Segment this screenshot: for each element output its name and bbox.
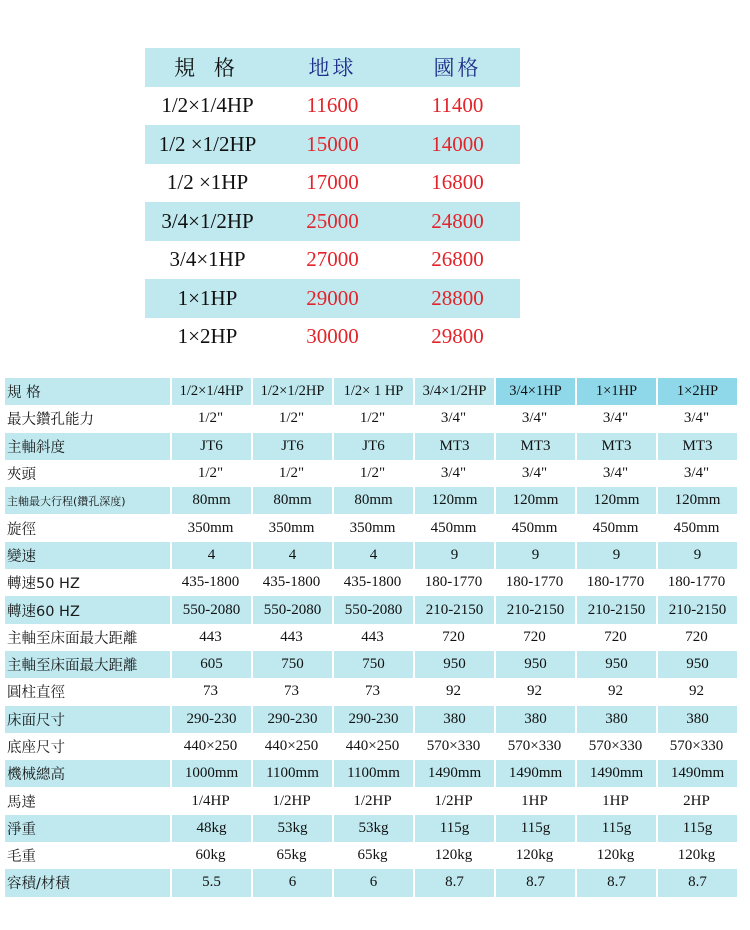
price-table xyxy=(145,48,520,356)
spec-value-cell: 443 xyxy=(280,628,303,645)
spec-row-label: 淨重 xyxy=(5,815,170,842)
spec-row-label: 轉速50 HZ xyxy=(7,576,80,593)
spec-row xyxy=(5,869,737,896)
spec-value-cell: 290-230 xyxy=(332,706,413,733)
price-row xyxy=(145,279,520,318)
price-national-cell: 24800 xyxy=(395,202,520,241)
spec-value-cell: 80mm xyxy=(251,487,332,514)
spec-value-cell: 73 xyxy=(284,683,299,700)
spec-value-cell: 180-1770 xyxy=(505,574,564,591)
spec-value-cell: 92 xyxy=(446,683,461,700)
spec-header-label: 規 格 xyxy=(5,378,170,405)
spec-value-cell: 120kg xyxy=(515,847,554,864)
spec-value-cell: 180-1770 xyxy=(586,574,645,591)
spec-value-cell: 9 xyxy=(575,542,656,569)
spec-row-label: 夾頭 xyxy=(7,467,36,484)
spec-value-cell: 8.7 xyxy=(494,869,575,896)
spec-value-cell: 1490mm xyxy=(575,760,656,787)
spec-value-cell: 92 xyxy=(608,683,623,700)
spec-table xyxy=(5,378,737,897)
spec-value-cell: 53kg xyxy=(332,815,413,842)
spec-row xyxy=(5,733,737,760)
price-header-earth: 地球 xyxy=(270,48,395,87)
spec-value-cell: 48kg xyxy=(170,815,251,842)
price-row xyxy=(145,241,520,280)
spec-row xyxy=(5,433,737,460)
price-row xyxy=(145,125,520,164)
spec-column-header: 1/2× 1 HP xyxy=(332,378,413,405)
price-header-row xyxy=(145,48,520,87)
price-spec-cell: 1/2×1/4HP xyxy=(161,93,254,118)
spec-row-label: 最大鑽孔能力 xyxy=(7,412,94,429)
spec-value-cell: 9 xyxy=(656,542,737,569)
price-spec-cell: 1/2 ×1HP xyxy=(166,170,249,195)
spec-value-cell: 4 xyxy=(170,542,251,569)
spec-row-label: 底座尺寸 xyxy=(7,740,65,756)
spec-value-cell: 450mm xyxy=(511,519,558,536)
spec-value-cell: 120kg xyxy=(434,847,473,864)
spec-value-cell: 115g xyxy=(413,815,494,842)
spec-value-cell: 290-230 xyxy=(170,706,251,733)
spec-value-cell: MT3 xyxy=(413,433,494,460)
price-national-cell: 16800 xyxy=(431,170,484,195)
spec-value-cell: 380 xyxy=(656,706,737,733)
spec-value-cell: 115g xyxy=(656,815,737,842)
spec-value-cell: 210-2150 xyxy=(413,596,494,623)
spec-value-cell: 380 xyxy=(413,706,494,733)
spec-value-cell: 750 xyxy=(251,651,332,678)
spec-row xyxy=(5,569,737,596)
spec-value-cell: 3/4" xyxy=(440,465,467,482)
spec-value-cell: 450mm xyxy=(430,519,477,536)
spec-row-label: 主軸最大行程(鑽孔深度) xyxy=(5,487,170,514)
spec-value-cell: 750 xyxy=(332,651,413,678)
spec-value-cell: 6 xyxy=(332,869,413,896)
spec-value-cell: 3/4" xyxy=(683,465,710,482)
spec-row-label: 主軸斜度 xyxy=(5,433,170,460)
spec-column-header: 1/2×1/4HP xyxy=(170,378,251,405)
spec-row-label: 馬達 xyxy=(7,794,36,811)
spec-column-header: 1×1HP xyxy=(575,378,656,405)
price-national-cell: 26800 xyxy=(431,247,484,272)
spec-value-cell: 3/4" xyxy=(440,410,467,427)
price-earth-cell: 15000 xyxy=(270,125,395,164)
price-earth-cell: 29000 xyxy=(270,279,395,318)
spec-value-cell: 120mm xyxy=(494,487,575,514)
price-earth-cell: 17000 xyxy=(306,170,359,195)
spec-value-cell: JT6 xyxy=(332,433,413,460)
price-row xyxy=(145,87,520,126)
spec-value-cell: MT3 xyxy=(575,433,656,460)
spec-row xyxy=(5,487,737,514)
spec-value-cell: 435-1800 xyxy=(262,574,321,591)
spec-value-cell: 440×250 xyxy=(264,738,319,754)
spec-row xyxy=(5,815,737,842)
spec-value-cell: 550-2080 xyxy=(332,596,413,623)
price-national-cell: 11400 xyxy=(431,93,484,118)
spec-value-cell: 720 xyxy=(685,628,708,645)
price-earth-cell: 11600 xyxy=(306,93,359,118)
spec-row-label: 容積/材積 xyxy=(5,869,170,896)
spec-row-label: 轉速60 HZ xyxy=(5,596,170,623)
spec-value-cell: 443 xyxy=(199,628,222,645)
spec-value-cell: 1/2" xyxy=(278,410,305,427)
spec-value-cell: 1490mm xyxy=(656,760,737,787)
spec-row xyxy=(5,405,737,432)
spec-value-cell: 380 xyxy=(494,706,575,733)
spec-value-cell: 350mm xyxy=(268,519,315,536)
spec-value-cell: 115g xyxy=(494,815,575,842)
price-table-body xyxy=(145,87,520,357)
price-national-cell: 28800 xyxy=(395,279,520,318)
spec-header-row xyxy=(5,378,737,405)
price-spec-cell: 1×1HP xyxy=(145,279,270,318)
spec-value-cell: 950 xyxy=(413,651,494,678)
price-row xyxy=(145,164,520,203)
spec-value-cell: 73 xyxy=(203,683,218,700)
spec-value-cell: 1490mm xyxy=(413,760,494,787)
spec-value-cell: 1/2HP xyxy=(434,792,473,809)
spec-value-cell: 9 xyxy=(494,542,575,569)
spec-value-cell: 720 xyxy=(442,628,465,645)
spec-row xyxy=(5,760,737,787)
spec-value-cell: 435-1800 xyxy=(181,574,240,591)
price-spec-cell: 1/2 ×1/2HP xyxy=(145,125,270,164)
spec-value-cell: 570×330 xyxy=(669,738,724,754)
spec-row xyxy=(5,542,737,569)
spec-value-cell: 8.7 xyxy=(656,869,737,896)
spec-value-cell: 2HP xyxy=(683,792,710,809)
spec-row-label: 主軸至床面最大距離 xyxy=(5,651,170,678)
spec-value-cell: 3/4" xyxy=(602,465,629,482)
spec-row xyxy=(5,787,737,814)
spec-value-cell: 1HP xyxy=(521,792,548,809)
spec-value-cell: 73 xyxy=(365,683,380,700)
spec-value-cell: 720 xyxy=(604,628,627,645)
spec-row-label: 主軸至床面最大距離 xyxy=(7,630,138,647)
spec-value-cell: 120mm xyxy=(413,487,494,514)
spec-value-cell: MT3 xyxy=(656,433,737,460)
spec-value-cell: 1000mm xyxy=(170,760,251,787)
price-spec-cell: 3/4×1/2HP xyxy=(145,202,270,241)
price-earth-cell: 27000 xyxy=(306,247,359,272)
spec-row-label: 機械總高 xyxy=(5,760,170,787)
spec-value-cell: 210-2150 xyxy=(656,596,737,623)
spec-value-cell: 440×250 xyxy=(183,738,238,754)
spec-value-cell: 1/2" xyxy=(197,465,224,482)
spec-value-cell: 9 xyxy=(413,542,494,569)
spec-value-cell: 3/4" xyxy=(602,410,629,427)
spec-value-cell: 120mm xyxy=(575,487,656,514)
price-national-cell: 14000 xyxy=(395,125,520,164)
spec-value-cell: 8.7 xyxy=(575,869,656,896)
spec-row xyxy=(5,678,737,705)
spec-row xyxy=(5,706,737,733)
spec-value-cell: 120mm xyxy=(656,487,737,514)
spec-value-cell: 550-2080 xyxy=(170,596,251,623)
spec-value-cell: 3/4" xyxy=(683,410,710,427)
price-header-national: 國格 xyxy=(395,48,520,87)
spec-value-cell: 435-1800 xyxy=(343,574,402,591)
spec-value-cell: 1HP xyxy=(602,792,629,809)
price-spec-cell: 1×2HP xyxy=(177,324,238,349)
price-header-spec: 規 格 xyxy=(145,48,270,87)
spec-value-cell: 92 xyxy=(689,683,704,700)
spec-value-cell: 53kg xyxy=(251,815,332,842)
spec-value-cell: 120kg xyxy=(677,847,716,864)
price-earth-cell: 25000 xyxy=(270,202,395,241)
spec-row xyxy=(5,651,737,678)
price-earth-cell: 30000 xyxy=(306,324,359,349)
spec-value-cell: 1/2" xyxy=(359,465,386,482)
spec-value-cell: JT6 xyxy=(170,433,251,460)
spec-value-cell: 1/4HP xyxy=(191,792,230,809)
spec-value-cell: 290-230 xyxy=(251,706,332,733)
spec-value-cell: 60kg xyxy=(195,847,226,864)
spec-row-label: 變速 xyxy=(5,542,170,569)
spec-value-cell: 80mm xyxy=(332,487,413,514)
spec-row xyxy=(5,842,737,869)
spec-value-cell: 443 xyxy=(361,628,384,645)
price-row xyxy=(145,318,520,357)
spec-value-cell: 720 xyxy=(523,628,546,645)
spec-value-cell: 180-1770 xyxy=(667,574,726,591)
spec-value-cell: 450mm xyxy=(592,519,639,536)
spec-value-cell: 1/2HP xyxy=(353,792,392,809)
spec-value-cell: 1/2" xyxy=(197,410,224,427)
spec-value-cell: 5.5 xyxy=(170,869,251,896)
spec-row xyxy=(5,596,737,623)
spec-value-cell: 1/2" xyxy=(359,410,386,427)
spec-value-cell: 950 xyxy=(575,651,656,678)
spec-value-cell: JT6 xyxy=(251,433,332,460)
spec-value-cell: 450mm xyxy=(673,519,720,536)
price-spec-cell: 3/4×1HP xyxy=(169,247,246,272)
spec-value-cell: 6 xyxy=(251,869,332,896)
spec-column-header: 3/4×1/2HP xyxy=(413,378,494,405)
spec-value-cell: 1/2HP xyxy=(272,792,311,809)
spec-value-cell: 180-1770 xyxy=(424,574,483,591)
spec-row-label: 旋徑 xyxy=(7,521,36,538)
spec-value-cell: 350mm xyxy=(349,519,396,536)
spec-value-cell: 65kg xyxy=(276,847,307,864)
spec-value-cell: 210-2150 xyxy=(575,596,656,623)
spec-value-cell: 570×330 xyxy=(426,738,481,754)
spec-row-label: 毛重 xyxy=(7,849,36,866)
price-row xyxy=(145,202,520,241)
spec-value-cell: 1/2" xyxy=(278,465,305,482)
spec-value-cell: 570×330 xyxy=(507,738,562,754)
spec-row-label: 床面尺寸 xyxy=(5,706,170,733)
spec-column-header: 1×2HP xyxy=(656,378,737,405)
spec-value-cell: 210-2150 xyxy=(494,596,575,623)
spec-value-cell: 3/4" xyxy=(521,465,548,482)
spec-table-body xyxy=(5,405,737,896)
spec-value-cell: 3/4" xyxy=(521,410,548,427)
spec-value-cell: 950 xyxy=(656,651,737,678)
spec-row xyxy=(5,514,737,541)
spec-value-cell: 605 xyxy=(170,651,251,678)
spec-value-cell: 8.7 xyxy=(413,869,494,896)
spec-value-cell: 350mm xyxy=(187,519,234,536)
spec-value-cell: 1100mm xyxy=(332,760,413,787)
spec-value-cell: 550-2080 xyxy=(251,596,332,623)
spec-value-cell: 950 xyxy=(494,651,575,678)
spec-value-cell: 1490mm xyxy=(494,760,575,787)
spec-value-cell: 115g xyxy=(575,815,656,842)
spec-column-header: 3/4×1HP xyxy=(494,378,575,405)
spec-value-cell: 65kg xyxy=(357,847,388,864)
spec-value-cell: 1100mm xyxy=(251,760,332,787)
spec-value-cell: 92 xyxy=(527,683,542,700)
spec-value-cell: MT3 xyxy=(494,433,575,460)
spec-value-cell: 440×250 xyxy=(345,738,400,754)
spec-value-cell: 120kg xyxy=(596,847,635,864)
spec-row-label: 圓柱直徑 xyxy=(7,685,65,702)
spec-value-cell: 570×330 xyxy=(588,738,643,754)
spec-value-cell: 80mm xyxy=(170,487,251,514)
spec-value-cell: 4 xyxy=(251,542,332,569)
spec-row xyxy=(5,460,737,487)
spec-column-header: 1/2×1/2HP xyxy=(251,378,332,405)
spec-row xyxy=(5,624,737,651)
price-national-cell: 29800 xyxy=(431,324,484,349)
spec-value-cell: 380 xyxy=(575,706,656,733)
spec-value-cell: 4 xyxy=(332,542,413,569)
